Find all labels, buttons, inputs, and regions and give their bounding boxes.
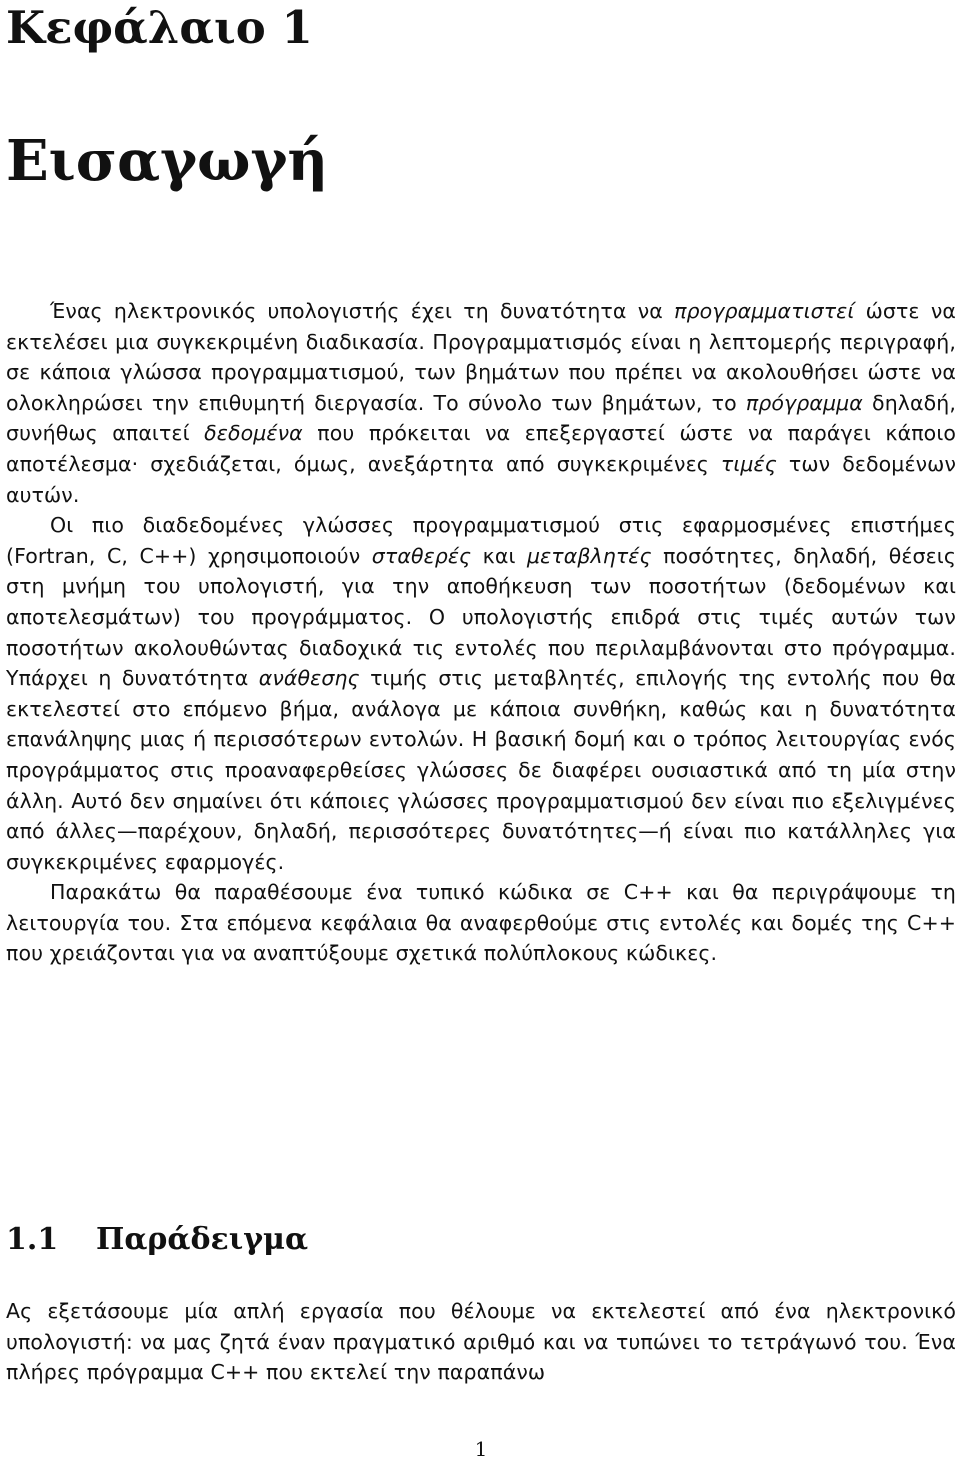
chapter-label: Κεφάλαιο 1 [6, 1, 313, 54]
paragraph: Οι πιο διαδεδομένες γλώσσες προγραμματισμού στις εφαρμοσμένες επιστήμες (Fortran, C, C++) χρησιμοποιούν σταθερές και μεταβλητές ποσότητες, δηλαδή, θέσεις στη μνήμη του υπολογιστή, για την αποθήκευση των ποσοτήτων (δεδομένων και αποτελεσμάτων) του προγράμματος. Ο υπολογιστής επιδρά στις τιμές αυτών των ποσοτήτων ακολουθώντας διαδοχικά τις εντολές που περιλαμβάνονται στο πρόγραμμα. Υπάρχει η δυνατότητα ανάθεσης τιμής στις μεταβλητές, επιλογής της εντολής που θα εκτελεστεί στο επόμενο βήμα, ανάλογα με κάποια συνθήκη, καθώς και η δυνατότητα επανάληψης μιας ή περισσότερων εντολών. Η βασική δομή και ο τρόπος λειτουργίας ενός προγράμματος στις προαναφερθείσες γλώσσες δε διαφέρει ουσιαστικά από τη μία στην άλλη. Αυτό δεν σημαίνει ότι κάποιες γλώσσες προγραμματισμού δεν είναι πιο εξελιγμένες από άλλες—παρέχουν, δηλαδή, περισσότερες δυνατότητες—ή είναι πιο κατάλληλες για συγκεκριμένες εφαρμογές. [6, 513, 956, 874]
page-number: 1 [474, 1437, 488, 1461]
emphasis: προγραμματιστεί [674, 299, 855, 323]
emphasis: τιμές [720, 451, 777, 476]
emphasis: μεταβλητές [526, 543, 652, 568]
emphasis: δεδομένα [204, 421, 303, 446]
section-number: 1.1 [6, 1222, 59, 1257]
emphasis: σταθερές [371, 543, 472, 568]
emphasis: πρόγραμμα [745, 390, 863, 415]
paragraph: Ας εξετάσουμε μία απλή εργασία που θέλουμε να εκτελεστεί από ένα ηλεκτρονικό υπολογιστή: να μας ζητά έναν πραγματικό αριθμό και να τυπώνει το τετράγωνό του. Ένα πλήρες πρόγραμμα C++ που εκτελεί την παραπάνω [6, 1299, 956, 1385]
emphasis: ανάθεσης [258, 666, 360, 691]
section-body [6, 1296, 956, 1388]
intro-body [6, 296, 956, 969]
section-title: Παράδειγμα [96, 1222, 309, 1257]
paragraph: Ένας ηλεκτρονικός υπολογιστής έχει τη δυνατότητα να προγραμματιστεί ώστε να εκτελέσει μια συγκεκριμένη διαδικασία. Προγραμματισμός είναι η λεπτομερής περιγραφή, σε κάποια γλώσσα προγραμματισμού, των βημάτων που πρέπει να ακολουθήσει ώστε να ολοκληρώσει την επιθυμητή διεργασία. Το σύνολο των βημάτων, το πρόγραμμα δηλαδή, συνήθως απαιτεί δεδομένα που πρόκειται να επεξεργαστεί ώστε να παράγει κάποιο αποτέλεσμα· σχεδιάζεται, όμως, ανεξάρτητα από συγκεκριμένες τιμές των δεδομένων αυτών. [6, 299, 956, 507]
paragraph: Παρακάτω θα παραθέσουμε ένα τυπικό κώδικα σε C++ και θα περιγράψουμε τη λειτουργία του. Στα επόμενα κεφάλαια θα αναφερθούμε στις εντολές και δομές της C++ που χρειάζονται για να αναπτύξουμε σχετικά πολύπλοκους κώδικες. [6, 880, 956, 966]
chapter-title: Εισαγωγή [6, 128, 329, 194]
section-heading [6, 1220, 308, 1260]
